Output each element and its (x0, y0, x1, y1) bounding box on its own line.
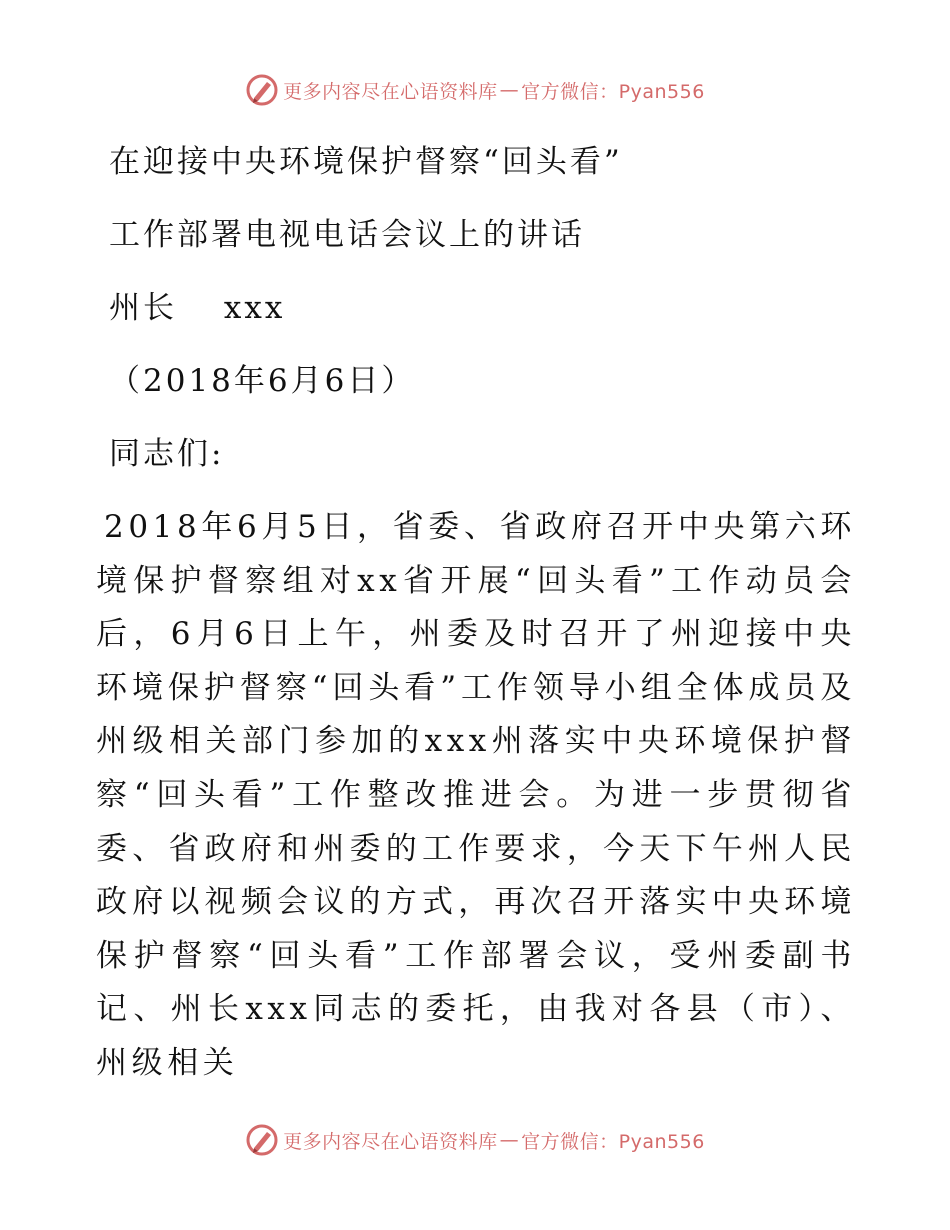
watermark-separator: — (499, 79, 520, 101)
watermark-main-text: 更多内容尽在心语资料库 (283, 1130, 498, 1153)
watermark-header (0, 70, 950, 110)
document-body (96, 126, 856, 1091)
watermark-footer (0, 1120, 950, 1160)
watermark-main-text: 更多内容尽在心语资料库 (283, 80, 498, 103)
watermark-wechat-text: 官方微信：Pyan556 (521, 1130, 705, 1153)
salutation: 同志们: (109, 436, 225, 472)
date-line: （2018年6月6日） (109, 363, 416, 399)
title-line-2: 工作部署电视电话会议上的讲话 (109, 217, 585, 253)
watermark-wechat-text: 官方微信：Pyan556 (521, 80, 705, 103)
pen-logo-icon (245, 1123, 279, 1157)
pen-logo-icon (245, 73, 279, 107)
title-line-1: 在迎接中央环境保护督察“回头看” (109, 144, 623, 180)
paragraph-1: 2018年6月5日，省委、省政府召开中央第六环境保护督察组对xx省开展“回头看”工作动员会后，6月6日上午，州委及时召开了州迎接中央环境保护督察“回头看”工作领导小组全体成员及州级相关部门参加的xxx州落实中央环境保护督察“回头看”工作整改推进会。为进一步贯彻省委、省政府和州委的工作要求，今天下午州人民政府以视频会议的方式，再次召开落实中央环境保护督察“回头看”工作部署会议，受州委副书记、州长xxx同志的委托，由我对各县（市）、州级相关 (96, 509, 856, 1081)
watermark-separator: — (499, 1129, 520, 1151)
speaker-line: 州长 xxx (109, 290, 286, 326)
speech-paragraph (96, 501, 856, 1091)
